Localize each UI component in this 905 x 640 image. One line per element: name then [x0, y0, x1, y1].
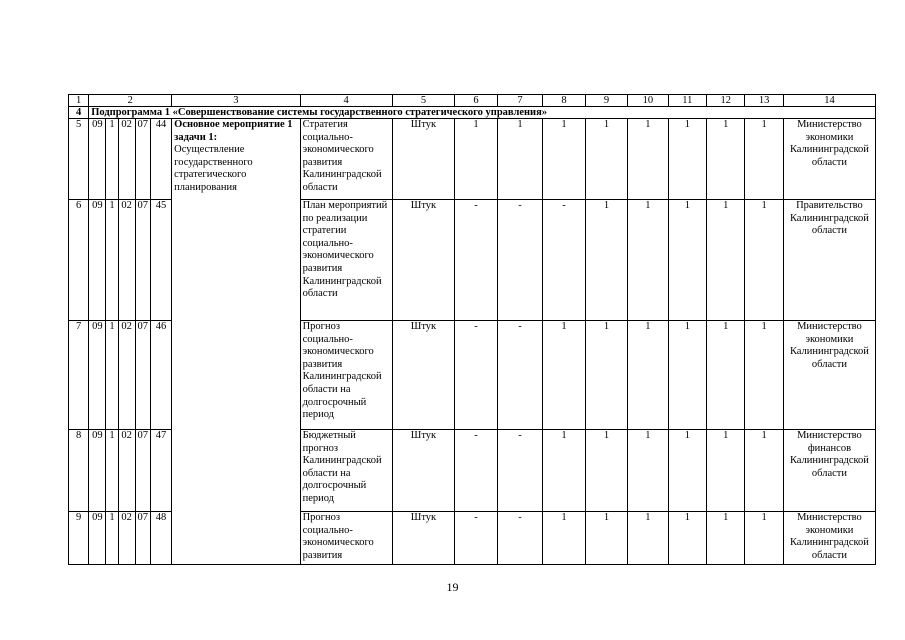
col-2-header: 2 — [89, 95, 172, 107]
col-14-header: 14 — [783, 95, 875, 107]
code-cell: 02 — [118, 512, 135, 565]
value-cell: - — [497, 512, 543, 565]
row-number: 9 — [69, 512, 89, 565]
code-cell: 02 — [118, 119, 135, 200]
code-cell: 45 — [150, 200, 171, 321]
code-cell: 07 — [135, 321, 150, 430]
value-cell: 1 — [745, 430, 783, 512]
code-cell: 07 — [135, 430, 150, 512]
indicator-name: Прогноз социально-экономического развития Калининградской области на долгосрочный период — [300, 321, 392, 430]
value-cell: 1 — [668, 200, 706, 321]
row-number: 5 — [69, 119, 89, 200]
col-5-header: 5 — [392, 95, 455, 107]
main-measure-title: Основное мероприятие 1 задачи 1: — [174, 119, 293, 143]
value-cell: - — [455, 512, 497, 565]
column-numbers-row — [69, 95, 876, 107]
col-4-header: 4 — [300, 95, 392, 107]
value-cell: 1 — [455, 119, 497, 200]
col-3-header: 3 — [172, 95, 300, 107]
unit-cell: Штук — [392, 321, 455, 430]
subprogram-title: Подпрограмма 1 «Совершенствование системы государственного стратегического управления» — [89, 107, 876, 119]
col-12-header: 12 — [707, 95, 745, 107]
indicator-name: Прогноз социально-экономического развития — [300, 512, 392, 565]
value-cell: 1 — [745, 512, 783, 565]
code-cell: 07 — [135, 200, 150, 321]
indicator-name: План мероприятий по реализации стратегии социально-экономического развития Калининградской области — [300, 200, 392, 321]
unit-cell: Штук — [392, 200, 455, 321]
col-6-header: 6 — [455, 95, 497, 107]
value-cell: - — [497, 200, 543, 321]
code-cell: 1 — [106, 430, 118, 512]
value-cell: 1 — [543, 321, 585, 430]
indicator-name: Бюджетный прогноз Калининградской области на долгосрочный период — [300, 430, 392, 512]
value-cell: 1 — [585, 321, 627, 430]
value-cell: 1 — [585, 430, 627, 512]
value-cell: 1 — [707, 321, 745, 430]
value-cell: 1 — [497, 119, 543, 200]
code-cell: 02 — [118, 200, 135, 321]
main-measure-cell — [172, 119, 300, 565]
unit-cell: Штук — [392, 512, 455, 565]
responsible-cell: Министерство экономики Калининградской области — [783, 321, 875, 430]
code-cell: 1 — [106, 321, 118, 430]
col-8-header: 8 — [543, 95, 585, 107]
main-measure-text: Осуществление государственного стратегического планирования — [174, 144, 253, 193]
value-cell: 1 — [628, 430, 668, 512]
responsible-cell: Министерство экономики Калининградской области — [783, 512, 875, 565]
value-cell: 1 — [585, 200, 627, 321]
value-cell: 1 — [585, 512, 627, 565]
col-10-header: 10 — [628, 95, 668, 107]
value-cell: 1 — [543, 512, 585, 565]
value-cell: 1 — [668, 119, 706, 200]
value-cell: 1 — [745, 200, 783, 321]
code-cell: 47 — [150, 430, 171, 512]
value-cell: 1 — [543, 119, 585, 200]
code-cell: 02 — [118, 321, 135, 430]
value-cell: 1 — [668, 321, 706, 430]
value-cell: 1 — [628, 119, 668, 200]
indicators-table — [68, 94, 876, 565]
value-cell: - — [455, 430, 497, 512]
row-number: 6 — [69, 200, 89, 321]
value-cell: 1 — [628, 512, 668, 565]
page-number: 19 — [446, 580, 459, 594]
row-number: 7 — [69, 321, 89, 430]
col-1-header: 1 — [69, 95, 89, 107]
value-cell: - — [455, 321, 497, 430]
responsible-cell: Министерство экономики Калининградской области — [783, 119, 875, 200]
value-cell: 1 — [745, 119, 783, 200]
code-cell: 09 — [89, 321, 106, 430]
responsible-cell: Правительство Калининградской области — [783, 200, 875, 321]
value-cell: 1 — [585, 119, 627, 200]
value-cell: 1 — [668, 430, 706, 512]
value-cell: 1 — [628, 200, 668, 321]
responsible-cell: Министерство финансов Калининградской области — [783, 430, 875, 512]
code-cell: 07 — [135, 119, 150, 200]
value-cell: 1 — [707, 512, 745, 565]
unit-cell: Штук — [392, 119, 455, 200]
col-7-header: 7 — [497, 95, 543, 107]
code-cell: 1 — [106, 512, 118, 565]
table-row — [69, 119, 876, 200]
code-cell: 02 — [118, 430, 135, 512]
code-cell: 09 — [89, 200, 106, 321]
code-cell: 1 — [106, 200, 118, 321]
value-cell: - — [543, 200, 585, 321]
code-cell: 07 — [135, 512, 150, 565]
subprogram-number: 4 — [69, 107, 89, 119]
value-cell: 1 — [745, 321, 783, 430]
unit-cell: Штук — [392, 430, 455, 512]
code-cell: 09 — [89, 512, 106, 565]
code-cell: 44 — [150, 119, 171, 200]
value-cell: 1 — [628, 321, 668, 430]
value-cell: - — [497, 321, 543, 430]
col-11-header: 11 — [668, 95, 706, 107]
col-13-header: 13 — [745, 95, 783, 107]
subprogram-row — [69, 107, 876, 119]
indicator-name: Стратегия социально-экономического развития Калининградской области — [300, 119, 392, 200]
code-cell: 09 — [89, 119, 106, 200]
code-cell: 46 — [150, 321, 171, 430]
value-cell: - — [497, 430, 543, 512]
value-cell: 1 — [707, 200, 745, 321]
value-cell: - — [455, 200, 497, 321]
value-cell: 1 — [707, 119, 745, 200]
code-cell: 48 — [150, 512, 171, 565]
value-cell: 1 — [707, 430, 745, 512]
row-number: 8 — [69, 430, 89, 512]
code-cell: 09 — [89, 430, 106, 512]
col-9-header: 9 — [585, 95, 627, 107]
value-cell: 1 — [668, 512, 706, 565]
value-cell: 1 — [543, 430, 585, 512]
code-cell: 1 — [106, 119, 118, 200]
